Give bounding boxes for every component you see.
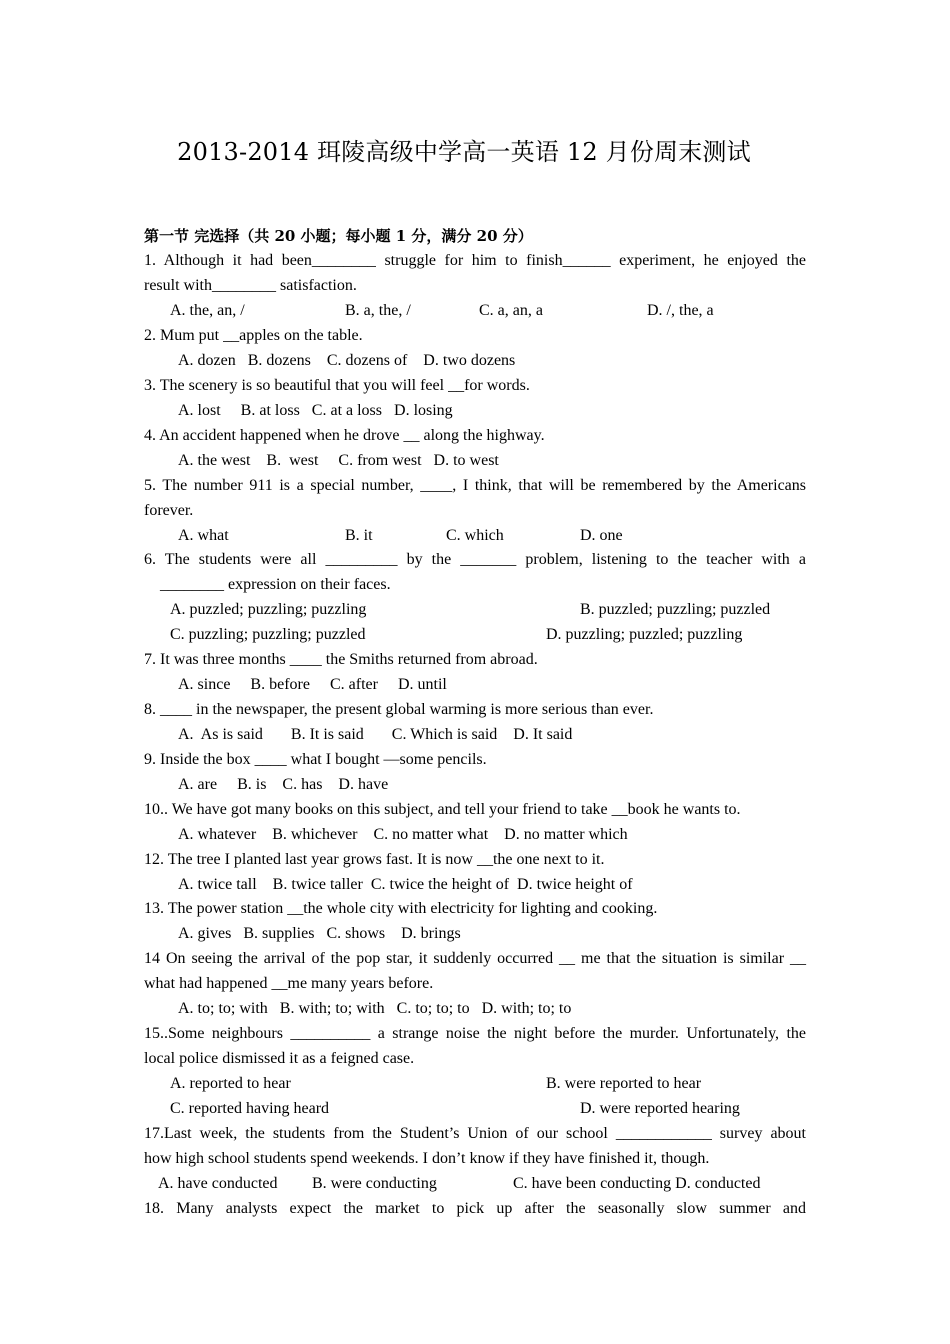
options-line: A. whatever B. whichever C. no matter what D. no matter which: [178, 826, 628, 843]
option-d: D. one: [580, 527, 623, 544]
question-stem: 6. The students were all _________ by the _______ problem, listening to the teacher with a: [144, 551, 806, 568]
question-stem: 5. The number 911 is a special number, ____, I think, that will be remembered by the Americans: [144, 477, 806, 494]
options-line: A. since B. before C. after D. until: [178, 676, 447, 693]
question-stem: 14 On seeing the arrival of the pop star, it suddenly occurred __ me that the situation is similar __: [144, 950, 806, 967]
option-b: B. were conducting: [312, 1175, 437, 1192]
options-line: A. the west B. west C. from west D. to west: [178, 452, 499, 469]
options-line: A. gives B. supplies C. shows D. brings: [178, 925, 461, 942]
question-stem: result with________ satisfaction.: [144, 277, 357, 294]
options-line: A. to; to; with B. with; to; with C. to; to; to D. with; to; to: [178, 1000, 572, 1017]
question-stem: 18. Many analysts expect the market to pick up after the seasonally slow summer and: [144, 1200, 806, 1217]
options-line: A. As is said B. It is said C. Which is said D. It said: [178, 726, 573, 743]
option-a: A. puzzled; puzzling; puzzling: [170, 601, 367, 618]
option-c-d: C. have been conducting D. conducted: [513, 1175, 761, 1192]
option-c: C. reported having heard: [170, 1100, 330, 1117]
option-b: B. puzzled; puzzling; puzzled: [580, 601, 771, 618]
question-stem: 13. The power station __the whole city with electricity for lighting and cooking.: [144, 900, 658, 917]
question-stem: 12. The tree I planted last year grows fast. It is now __the one next to it.: [144, 851, 605, 868]
page-title: 2013-2014 珥陵高级中学高一英语 12 月份周末测试: [177, 138, 751, 166]
option-c: C. which: [446, 527, 504, 544]
question-stem: how high school students spend weekends. I don’t know if they have finished it, though.: [144, 1150, 710, 1167]
question-stem: 17.Last week, the students from the Student’s Union of our school ____________ survey about: [144, 1125, 806, 1142]
option-a: A. have conducted: [158, 1175, 278, 1192]
section-heading: 第一节 完选择（共 20 小题；每小题 1 分，满分 20 分）: [144, 227, 533, 245]
question-stem: 10.. We have got many books on this subject, and tell your friend to take __book he wants to.: [144, 801, 741, 818]
option-d: D. were reported hearing: [580, 1100, 740, 1117]
option-c: C. a, an, a: [479, 302, 543, 319]
option-a: A. the, an, /: [170, 302, 245, 319]
options-line: A. twice tall B. twice taller C. twice the height of D. twice height of: [178, 876, 633, 893]
question-stem: 2. Mum put __apples on the table.: [144, 327, 363, 344]
question-stem: 15..Some neighbours __________ a strange noise the night before the murder. Unfortunately, the: [144, 1025, 806, 1042]
option-c: C. puzzling; puzzling; puzzled: [170, 626, 366, 643]
question-stem: forever.: [144, 502, 194, 519]
option-d: D. /, the, a: [647, 302, 714, 319]
question-stem: 7. It was three months ____ the Smiths returned from abroad.: [144, 651, 538, 668]
question-stem: 8. ____ in the newspaper, the present global warming is more serious than ever.: [144, 701, 654, 718]
option-b: B. were reported to hear: [546, 1075, 702, 1092]
question-stem: 3. The scenery is so beautiful that you will feel __for words.: [144, 377, 530, 394]
option-a: A. reported to hear: [170, 1075, 291, 1092]
options-line: A. lost B. at loss C. at a loss D. losing: [178, 402, 453, 419]
options-line: A. are B. is C. has D. have: [178, 776, 389, 793]
question-stem: ________ expression on their faces.: [160, 576, 391, 593]
question-stem: what had happened __me many years before.: [144, 975, 434, 992]
option-b: B. a, the, /: [345, 302, 411, 319]
question-stem: local police dismissed it as a feigned case.: [144, 1050, 415, 1067]
question-stem: 4. An accident happened when he drove __ along the highway.: [144, 427, 545, 444]
options-line: A. dozen B. dozens C. dozens of D. two dozens: [178, 352, 516, 369]
option-a: A. what: [178, 527, 229, 544]
option-d: D. puzzling; puzzled; puzzling: [546, 626, 743, 643]
question-stem: 1. Although it had been________ struggle for him to finish______ experiment, he enjoyed the: [144, 252, 806, 269]
option-b: B. it: [345, 527, 373, 544]
question-stem: 9. Inside the box ____ what I bought —some pencils.: [144, 751, 487, 768]
